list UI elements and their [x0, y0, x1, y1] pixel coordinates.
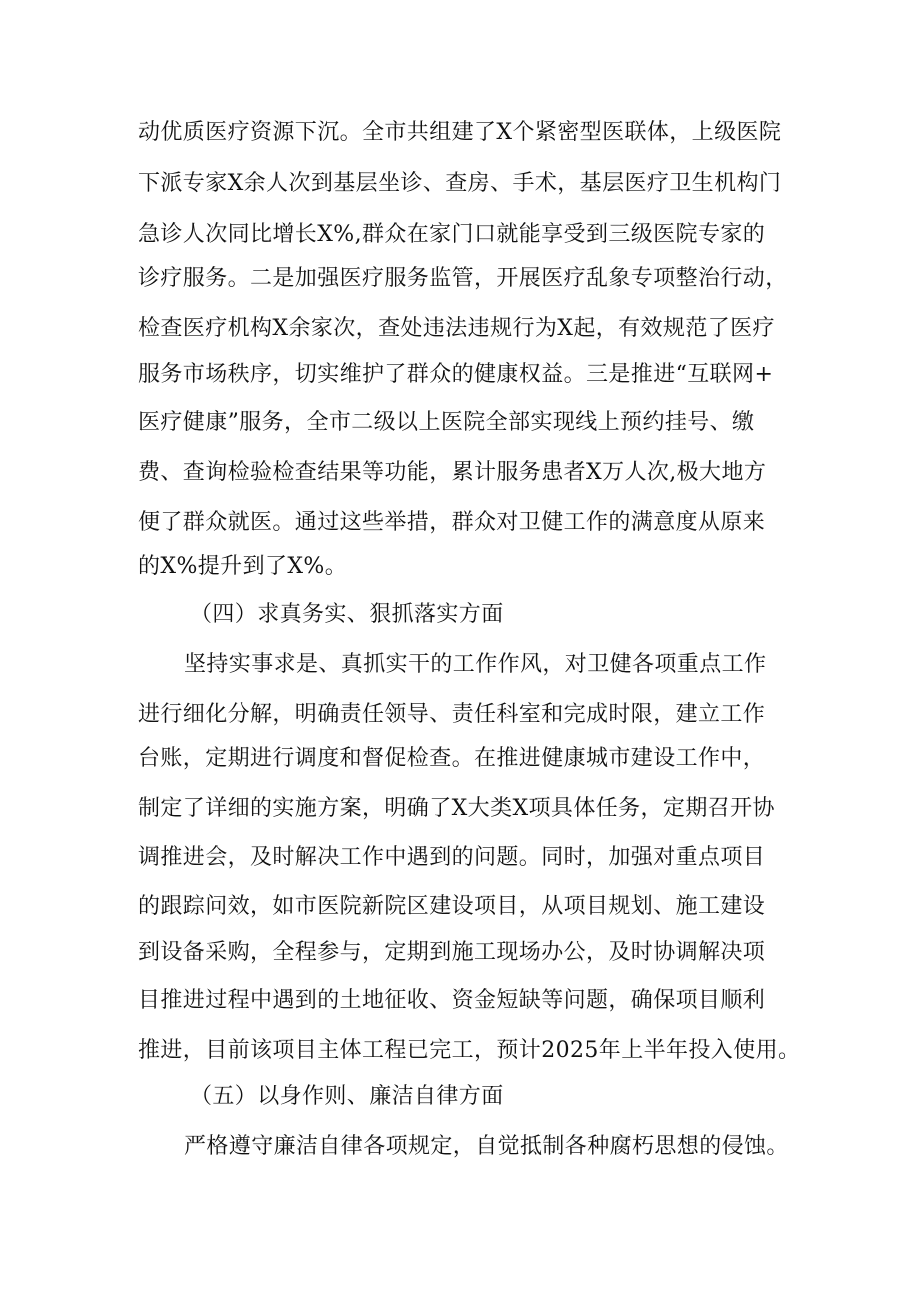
body-text-line: 诊疗服务。二是加强医疗服务监管，开展医疗乱象专项整治行动，	[138, 266, 788, 291]
body-text-line: 下派专家X余人次到基层坐诊、查房、手术，基层医疗卫生机构门	[138, 171, 782, 196]
body-text-line: 严格遵守廉洁自律各项规定，自觉抵制各种腐朽思想的侵蚀。	[184, 1134, 789, 1159]
body-text-line: 台账，定期进行调度和督促检查。在推进健康城市建设工作中，	[138, 746, 766, 771]
body-text-line: 的X%提升到了X%。	[138, 554, 348, 579]
body-text-line: 便了群众就医。通过这些举措，群众对卫健工作的满意度从原来	[138, 510, 766, 535]
body-text-line: 进行细化分解，明确责任领导、责任科室和完成时限，建立工作	[138, 702, 766, 727]
body-text-line: 目推进过程中遇到的土地征收、资金短缺等问题，确保项目顺利	[138, 988, 766, 1013]
body-text-line: 医疗健康”服务，全市二级以上医院全部实现线上预约挂号、缴	[138, 410, 755, 435]
body-text-line: 制定了详细的实施方案，明确了X大类X项具体任务，定期召开协	[138, 796, 775, 821]
body-text-line: 推进，目前该项目主体工程已完工，预计2025年上半年投入使用。	[138, 1038, 801, 1063]
body-text-line: 服务市场秩序，切实维护了群众的健康权益。三是推进“互联网+	[138, 362, 774, 387]
body-text-line: 到设备采购，全程参与，定期到施工现场办公，及时协调解决项	[138, 940, 766, 965]
body-text-line: 调推进会，及时解决工作中遇到的问题。同时，加强对重点项目	[138, 845, 766, 870]
section-heading-4: （四）求真务实、狠抓落实方面	[190, 602, 504, 627]
section-heading-5: （五）以身作则、廉洁自律方面	[190, 1084, 504, 1109]
body-text-line: 费、查询检验检查结果等功能，累计服务患者X万人次,极大地方	[138, 460, 767, 485]
body-text-line: 急诊人次同比增长X%,群众在家门口就能享受到三级医院专家的	[138, 222, 766, 247]
body-text-line: 的跟踪问效，如市医院新院区建设项目，从项目规划、施工建设	[138, 894, 766, 919]
body-text-line: 坚持实事求是、真抓实干的工作作风，对卫健各项重点工作	[184, 652, 767, 677]
body-text-line: 检查医疗机构X余家次，查处违法违规行为X起，有效规范了医疗	[138, 316, 775, 341]
body-text-line: 动优质医疗资源下沉。全市共组建了X个紧密型医联体，上级医院	[138, 120, 782, 145]
